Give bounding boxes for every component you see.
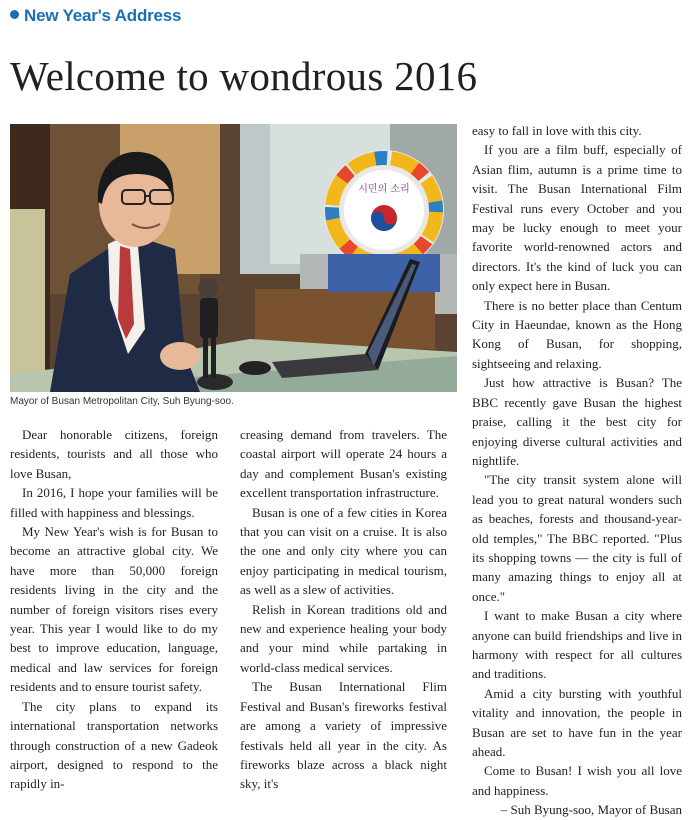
paragraph: Relish in Korean traditions old and new and experience healing your body and your mind while partaking in world-class medical services. [240,601,447,675]
paragraph: Amid a city bursting with youthful vitality and innovation, the people in Busan are set to have fun in the year ahead. [472,685,682,759]
paragraph: The city plans to expand its international transportation networks through construction of a new Gadeok airport, designed to respond to the rapidly in- [10,698,218,792]
photo-sign-text: 시민의 소리 [358,184,410,195]
paragraph: Just how attractive is Busan? The BBC recently gave Busan the highest praise, calling it the best city for enjoying diverse cultural activities and nightlife. [472,375,682,468]
paragraph: creasing demand from travelers. The coastal airport will operate 24 hours a day and complement Busan's existing excellent transportation infrastructure. [240,427,447,501]
section-label [10,6,181,26]
paragraph: The Busan International Flim Festival and Busan's fireworks festival are among a variety of impressive festivals held all year in the city. As fireworks blaze across a black night sky, it's [240,679,447,792]
column-1 [10,425,218,794]
paragraph: There is no better place than Centum City in Haeundae, known as the Hong Kong of Busan, for shopping, sightseeing and relaxing. [472,297,682,371]
paragraph: Come to Busan! I wish you all love and happiness. [472,763,682,798]
signature: – Suh Byung-soo, Mayor of Busan [500,802,682,818]
paragraph: Busan is one of a few cities in Korea that you can visit on a cruise. It is also the one and only city where you can enjoy participating in medical tourism, as well as a slew of activities. [240,504,447,598]
paragraph: easy to fall in love with this city. [472,123,642,138]
column-3 [472,121,682,820]
mayor-photo [10,124,457,392]
bullet-dot-icon [10,10,19,19]
paragraph: I want to make Busan a city where anyone can build friendships and live in harmony with respect for all cultures and traditions. [472,608,682,682]
paragraph: In 2016, I hope your families will be filled with happiness and blessings. [10,485,218,520]
paragraph: Dear honorable citizens, foreign residents, tourists and all those who love Busan, [10,427,218,481]
paragraph: My New Year's wish is for Busan to become an attractive global city. We have more than 50,000 foreign residents living in the city and the number of foreign visitors rises every year. This year I would like to do my best to improve education, language, medical and law services for foreign residents and to ensure tourist safety. [10,524,218,695]
column-2 [240,425,447,794]
section-label-text: New Year's Address [24,6,182,25]
photo-caption: Mayor of Busan Metropolitan City, Suh Byung-soo. [10,396,234,407]
paragraph: "The city transit system alone will lead you to great natural wonders such as beaches, forests and thousand-year-old temples," The BBC reported. "Plus its shopping towns — the city is full of many amazing things to enjoy all at once." [472,472,682,604]
paragraph: If you are a film buff, especially of Asian flim, autumn is a prime time to visit. The Busan International Film Festival runs every October and you may be lucky enough to meet your favorite world-renowned actors and directors. It's the kind of luck you can only expect here in Busan. [472,142,682,294]
headline: Welcome to wondrous 2016 [10,53,478,99]
